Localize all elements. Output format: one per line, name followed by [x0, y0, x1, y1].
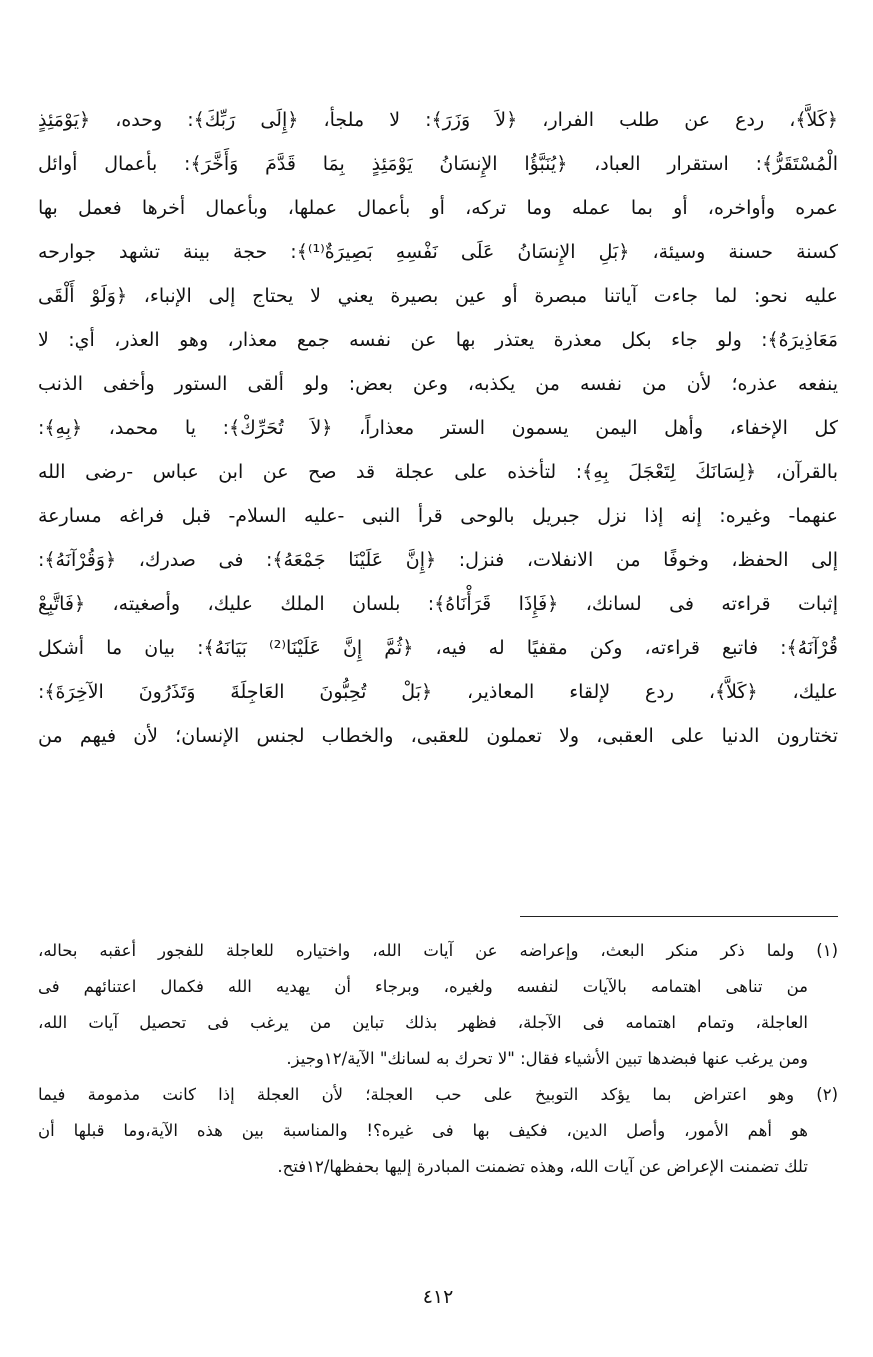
footnote-line: العاجلة، وتمام اهتمامه فى الآجلة، فظهر بذلك تباين من يرغب فى تحصيل آيات الله،	[38, 1013, 808, 1032]
text-line: عليك، ﴿كَلاَّ﴾، ردع لإلقاء المعاذير، ﴿بَلْ تُحِبُّونَ العَاجِلَةَ وَتَذَرُونَ الآخِرَةَ﴾:	[38, 681, 838, 703]
text-line: إثبات قراءته فى لسانك، ﴿فَإِذَا قَرَأْنَاهُ﴾: بلسان الملك عليك، وأصغيته، ﴿فَاتَّبِعْ	[38, 593, 838, 615]
footnote-line: ومن يرغب عنها فبضدها تبين الأشياء فقال: "لا تحرك به لسانك" الآية/١٢وجيز.	[286, 1049, 808, 1068]
footnote-line: هو أهم الأمور، وأصل الدين، فكيف بها فى غيره؟! والمناسبة بين هذه الآية،وما قبلها أن	[38, 1121, 808, 1140]
footnote-divider	[520, 916, 838, 917]
text-line: مَعَاذِيرَهُ﴾: ولو جاء بكل معذرة يعتذر بها عن نفسه جمع معذار، وهو العذر، أي: لا	[38, 329, 838, 351]
text-line: كل الإخفاء، وأهل اليمن يسمون الستر معذاراً، ﴿لاَ تُحَرِّكْ﴾: يا محمد، ﴿بِهِ﴾:	[38, 417, 838, 439]
main-text	[38, 98, 838, 758]
text-line: الْمُسْتَقَرُّ﴾: استقرار العباد، ﴿يُنَبَّؤُا الإِنسَانُ يَوْمَئِذٍ بِمَا قَدَّمَ وَأَخَّرَ﴾: بأعمال أوائل	[38, 153, 838, 175]
footnote-line: (٢) وهو اعتراض بما يؤكد التوبيخ على حب العجلة؛ لأن العجلة إذا كانت مذمومة فيما	[38, 1085, 838, 1104]
text-line: إلى الحفظ، وخوفًا من الانفلات، فنزل: ﴿إِنَّ عَلَيْنَا جَمْعَهُ﴾: فى صدرك، ﴿وَقُرْآنَهُ﴾:	[38, 549, 838, 571]
text-line: ينفعه عذره؛ لأن من نفسه من يكذبه، وعن بعض: ولو ألقى الستور وأخفى الذنب	[38, 373, 838, 395]
text-line: عنهما- وغيره: إنه إذا نزل جبريل بالوحى قرأ النبى -عليه السلام- قبل فراغه مسارعة	[38, 505, 838, 527]
text-line: كسنة حسنة وسيئة، ﴿بَلِ الإِنسَانُ عَلَى نَفْسِهِ بَصِيرَةٌ⁽¹⁾﴾: حجة بينة تشهد جوارحه	[38, 241, 838, 263]
footnote-line: من تناهى اهتمامه بالآيات لنفسه ولغيره، وبرجاء أن يهديه الله فكمال اعتنائهم فى	[38, 977, 808, 996]
text-line: عمره وأواخره، أو بما عمله وما تركه، أو بأعمال عملها، وبأعمال أخرها فعمل بها	[38, 197, 838, 219]
page-number: ٤١٢	[422, 1286, 454, 1308]
book-page	[38, 78, 838, 1318]
text-line: قُرْآنَهُ﴾: فاتبع قراءته، وكن مقفيًا له فيه، ﴿ثُمَّ إِنَّ عَلَيْنَا⁽²⁾ بَيَانَهُ﴾: بيان ما أشكل	[38, 637, 838, 659]
footnote-line: (١) ولما ذكر منكر البعث، وإعراضه عن آيات الله، واختياره للعاجلة للفجور أعقبه بحاله،	[38, 941, 838, 960]
text-line: عليه نحو: لما جاءت آياتنا مبصرة أو عين بصيرة يعني لا يحتاج إلى الإنباء، ﴿وَلَوْ أَلْقَى	[38, 285, 838, 307]
footnotes	[38, 933, 838, 1185]
text-line: بالقرآن، ﴿لِسَانَكَ لِتَعْجَلَ بِهِ﴾: لتأخذه على عجلة قد صح عن ابن عباس -رضى الله	[38, 461, 838, 483]
footnote-line: تلك تضمنت الإعراض عن آيات الله، وهذه تضمنت المبادرة إليها بحفظها/١٢فتح.	[277, 1157, 808, 1176]
text-line: ﴿كَلاَّ﴾، ردع عن طلب الفرار، ﴿لاَ وَزَرَ﴾: لا ملجأ، ﴿إِلَى رَبِّكَ﴾: وحده، ﴿يَوْمَئِذٍ	[38, 109, 838, 131]
text-line: تختارون الدنيا على العقبى، ولا تعملون للعقبى، والخطاب لجنس الإنسان؛ لأن فيهم من	[38, 725, 838, 747]
